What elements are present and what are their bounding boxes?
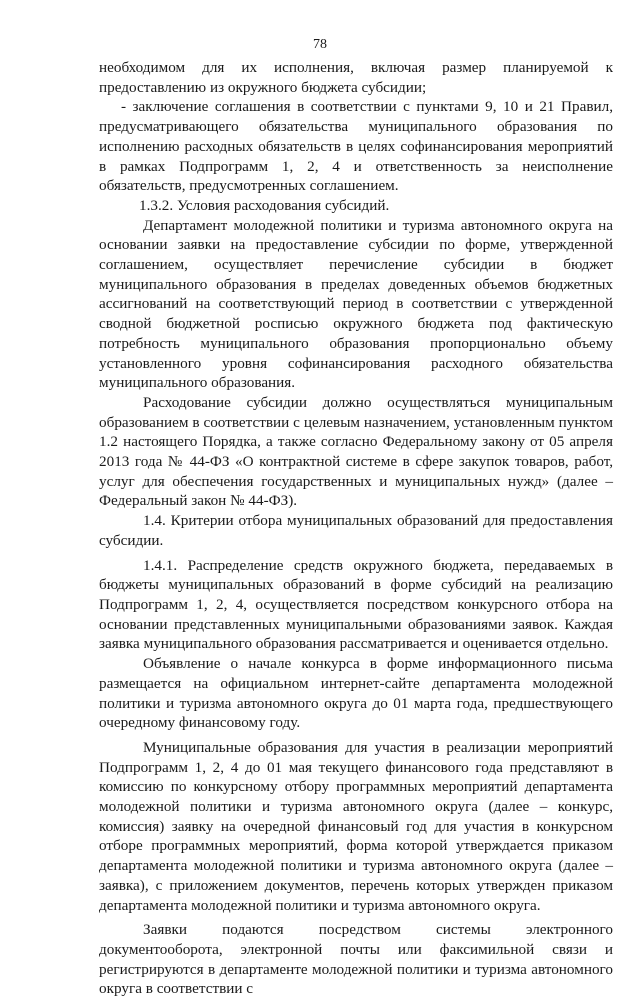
- section-heading-1-4: 1.4. Критерии отбора муниципальных образований для предоставления субсидии.: [99, 512, 613, 549]
- paragraph-1-4-1: 1.4.1. Распределение средств окружного бюджета, передаваемых в бюджеты муниципальных образований в форме субсидий на реализацию Подпрограмм 1, 2, 4, осуществляется посредством конкурсного отбора на основании представленных муниципальными образованиями заявок. Каждая заявка муниципального образования рассматривается и оценивается отдельно.: [99, 556, 613, 653]
- paragraph-agreement-item: - заключение соглашения в соответствии с пунктами 9, 10 и 21 Правил, предусматривающего обязательства муниципального образования по исполнению расходных обязательств в целях софинансирования мероприятий в рамках Подпрограмм 1, 2, 4 и ответственность за неисполнение обязательств, предусмотренных соглашением.: [99, 98, 613, 195]
- paragraph-contest-announcement: Объявление о начале конкурса в форме информационного письма размещается на официальном интернет-сайте департамента молодежной политики и туризма автономного округа до 01 марта года, предшествующего очередному финансовому году.: [99, 655, 613, 732]
- paragraph-application-registration: Заявки подаются посредством системы электронного документооборота, электронной почты или факсимильной связи и регистрируются в департаменте молодежной политики и туризма автономного округа в соответствии с: [99, 921, 613, 998]
- page-number: 78: [313, 37, 327, 52]
- paragraph-application-submission: Муниципальные образования для участия в реализации мероприятий Подпрограмм 1, 2, 4 до 01 мая текущего финансового года представляют в комиссию по конкурсному отбору программных мероприятий департамента молодежной политики и туризма автономного округа (далее – конкурс, комиссия) заявку на очередной финансовый год для участия в конкурсном отборе программных мероприятий, форма которой утверждается приказом департамента молодежной политики и туризма автономного округа (далее – заявка), с приложением документов, перечень которых утвержден приказом департамента молодежной политики и туризма автономного округа.: [99, 738, 613, 914]
- section-heading-1-3-2: 1.3.2. Условия расходования субсидий.: [139, 196, 390, 214]
- paragraph-continuation: необходимом для их исполнения, включая размер планируемой к предоставлению из окружного бюджета субсидии;: [99, 59, 613, 96]
- paragraph-subsidy-spending: Расходование субсидии должно осуществляться муниципальным образованием в соответствии с целевым назначением, установленным пунктом 1.2 настоящего Порядка, а также согласно Федеральному закону от 05 апреля 2013 года № 44-ФЗ «О контрактной системе в сфере закупок товаров, работ, услуг для обеспечения государственных и муниципальных нужд» (далее – Федеральный закон № 44-ФЗ).: [99, 393, 613, 510]
- paragraph-department-transfer: Департамент молодежной политики и туризма автономного округа на основании заявки на предоставление субсидии по форме, утвержденной соглашением, осуществляет перечисление субсидии в бюджет муниципального образования в пределах доведенных объемов бюджетных ассигнований на соответствующий период в соответствии с утвержденной сводной бюджетной росписью окружного бюджета под фактическую потребность муниципального образования пропорционально объему установленного уровня софинансирования расходного обязательства муниципального образования.: [99, 216, 613, 392]
- document-body: [99, 58, 613, 999]
